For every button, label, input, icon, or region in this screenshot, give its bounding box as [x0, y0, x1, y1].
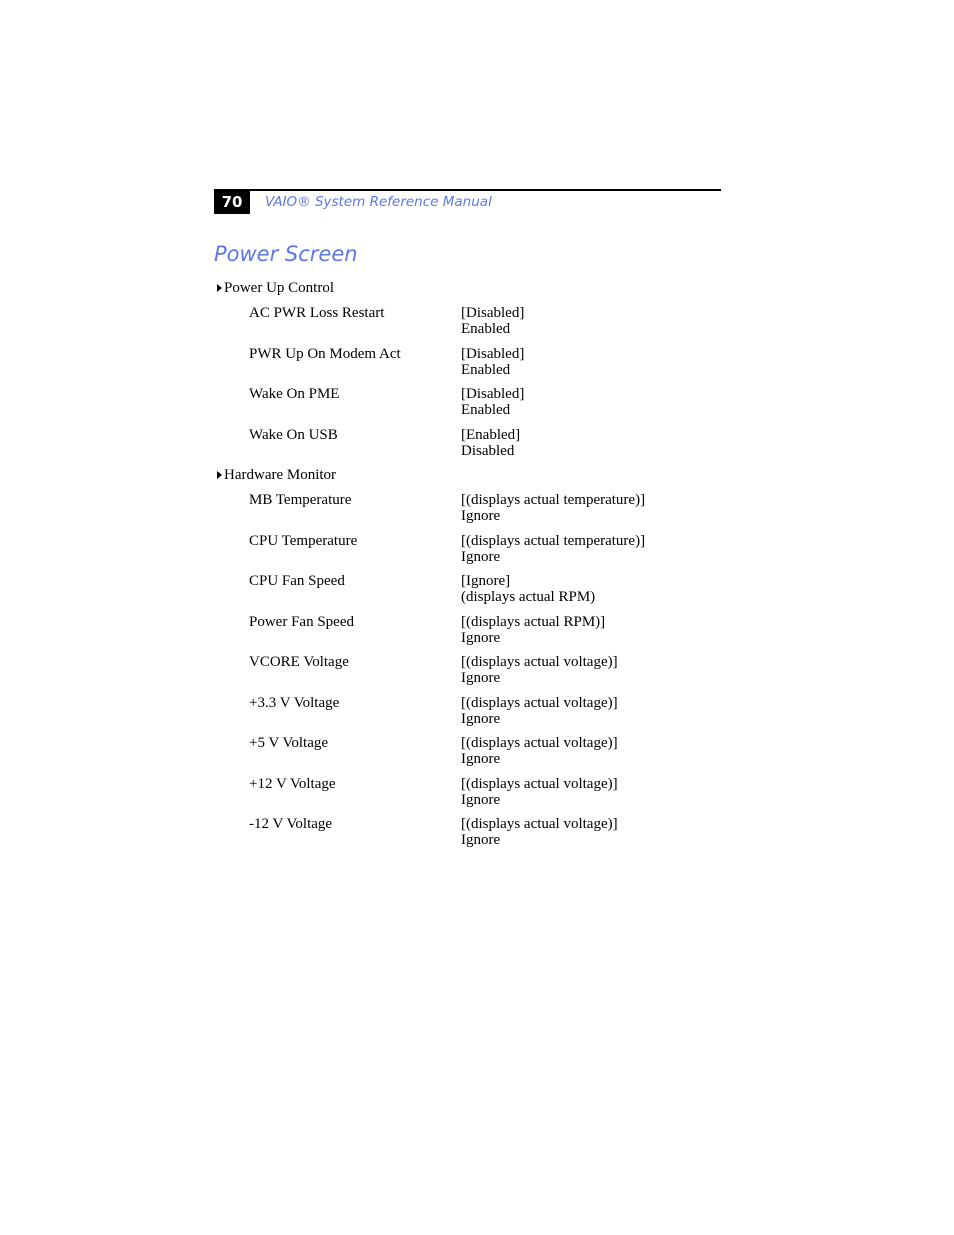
setting-values	[461, 816, 618, 848]
bullet-arrow-icon	[217, 284, 222, 292]
setting-values	[461, 735, 618, 767]
setting-label: VCORE Voltage	[249, 654, 349, 670]
setting-default: [Enabled]	[461, 427, 521, 443]
setting-alternative: Ignore	[461, 751, 501, 767]
setting-values	[461, 305, 524, 337]
setting-values	[461, 695, 618, 727]
setting-alternative: Enabled	[461, 362, 511, 378]
setting-alternative: (displays actual RPM)	[461, 589, 596, 605]
setting-label: +12 V Voltage	[249, 776, 336, 792]
setting-label: CPU Fan Speed	[249, 573, 345, 589]
setting-label: MB Temperature	[249, 492, 352, 508]
setting-alternative: Ignore	[461, 630, 501, 646]
setting-alternative: Enabled	[461, 402, 511, 418]
setting-default: [(displays actual voltage)]	[461, 816, 618, 832]
setting-label: +3.3 V Voltage	[249, 695, 340, 711]
setting-label: Wake On PME	[249, 386, 340, 402]
setting-values	[461, 533, 645, 565]
group-heading-label: Hardware Monitor	[224, 467, 337, 483]
manual-title: VAIO® System Reference Manual	[265, 194, 492, 210]
setting-alternative: Ignore	[461, 792, 501, 808]
page-title: Power Screen	[214, 242, 358, 266]
setting-default: [(displays actual voltage)]	[461, 654, 618, 670]
group-heading-hardware-monitor	[217, 467, 336, 483]
setting-default: [(displays actual temperature)]	[461, 492, 646, 508]
setting-values	[461, 573, 595, 605]
group-heading-label: Power Up Control	[224, 280, 334, 296]
setting-values	[461, 346, 524, 378]
header-rule	[214, 189, 721, 191]
setting-values	[461, 654, 618, 686]
setting-values	[461, 386, 524, 418]
setting-alternative: Disabled	[461, 443, 515, 459]
setting-label: +5 V Voltage	[249, 735, 329, 751]
setting-default: [Disabled]	[461, 346, 525, 362]
page-number: 70	[214, 191, 250, 214]
setting-values	[461, 614, 605, 646]
setting-label: AC PWR Loss Restart	[249, 305, 385, 321]
setting-alternative: Ignore	[461, 832, 501, 848]
setting-values	[461, 776, 618, 808]
setting-values	[461, 492, 645, 524]
setting-alternative: Ignore	[461, 711, 501, 727]
setting-default: [(displays actual voltage)]	[461, 735, 618, 751]
setting-default: [Disabled]	[461, 305, 525, 321]
setting-alternative: Ignore	[461, 508, 501, 524]
setting-default: [(displays actual voltage)]	[461, 776, 618, 792]
setting-default: [Disabled]	[461, 386, 525, 402]
group-heading-power-up-control	[217, 280, 334, 296]
setting-default: [Ignore]	[461, 573, 511, 589]
setting-label: Wake On USB	[249, 427, 338, 443]
setting-values	[461, 427, 520, 459]
bullet-arrow-icon	[217, 471, 222, 479]
setting-alternative: Enabled	[461, 321, 511, 337]
setting-default: [(displays actual temperature)]	[461, 533, 646, 549]
setting-default: [(displays actual voltage)]	[461, 695, 618, 711]
setting-label: CPU Temperature	[249, 533, 358, 549]
setting-default: [(displays actual RPM)]	[461, 614, 606, 630]
setting-label: Power Fan Speed	[249, 614, 354, 630]
setting-alternative: Ignore	[461, 549, 501, 565]
setting-alternative: Ignore	[461, 670, 501, 686]
setting-label: PWR Up On Modem Act	[249, 346, 401, 362]
setting-label: -12 V Voltage	[249, 816, 333, 832]
